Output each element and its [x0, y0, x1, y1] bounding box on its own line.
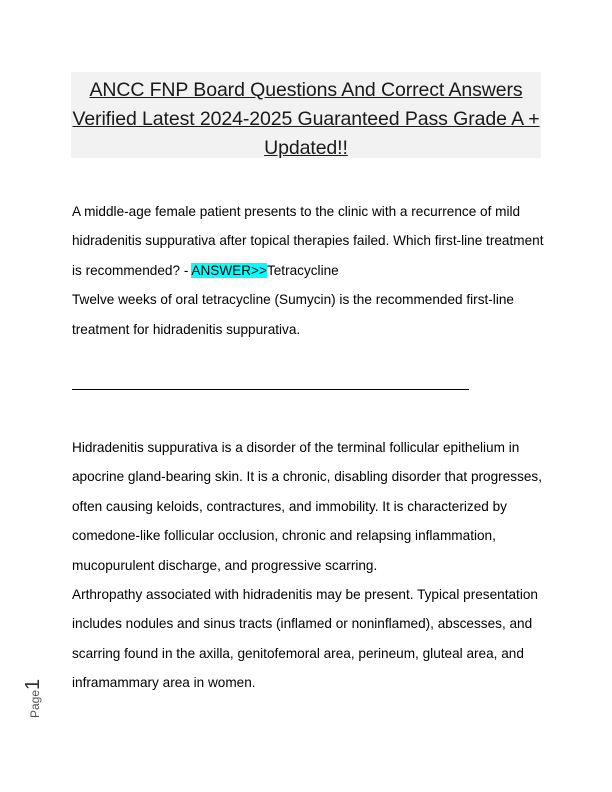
page-label: Page — [28, 689, 42, 718]
page-number — [22, 674, 42, 718]
explanation-paragraph-1: Hidradenitis suppurativa is a disorder of the terminal follicular epithelium in apocrine gland-bearing skin. It is a chronic, disabling disorder that progresses, often causing keloids, contractures, and immobility. It is characterized by comedone-like follicular occlusion, chronic and relapsing inflammation, mucopurulent discharge, and progressive scarring. — [72, 440, 542, 573]
question-prompt: A middle-age female patient presents to the clinic with a recurrence of mild hidradenitis suppurativa after topical therapies failed. Which first-line treatment is recommended? - — [72, 204, 544, 278]
explanation-block — [72, 433, 547, 698]
answer-marker: ANSWER>> — [191, 262, 267, 278]
document-title: ANCC FNP Board Questions And Correct Answers Verified Latest 2024-2025 Guaranteed Pass Grade A + Updated!! — [72, 79, 540, 159]
question-text — [72, 197, 547, 285]
explanation-paragraph-2: Arthropathy associated with hidradenitis may be present. Typical presentation includes nodules and sinus tracts (inflamed or noninflamed), abscesses, and scarring found in the axilla, genitofemoral area, perineum, gluteal area, and inframammary area in women. — [72, 587, 538, 691]
rationale-text: Twelve weeks of oral tetracycline (Sumycin) is the recommended first-line treatment for hidradenitis suppurativa. — [72, 292, 514, 337]
title-box — [71, 72, 541, 158]
separator-line — [72, 389, 469, 390]
question-block — [72, 197, 547, 344]
answer-text: Tetracycline — [266, 262, 339, 278]
page-number-value: 1 — [22, 678, 44, 690]
